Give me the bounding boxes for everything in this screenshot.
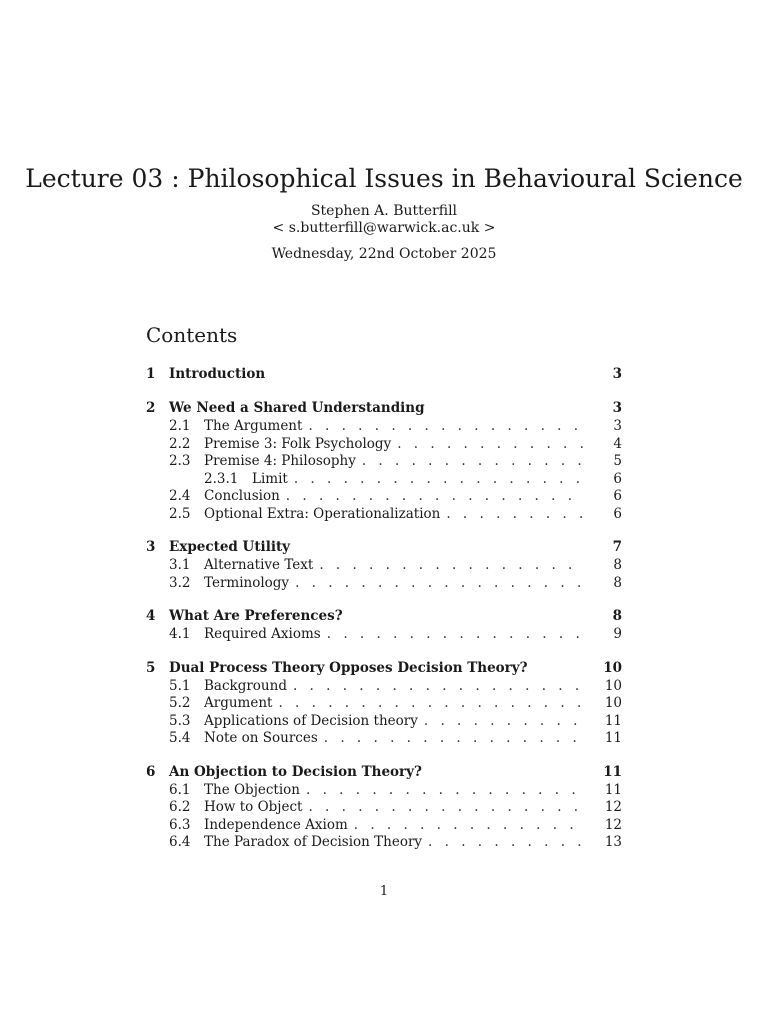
toc-subsection-entry[interactable]: [146, 575, 622, 593]
toc-entry-number: 3: [146, 539, 156, 555]
author-email[interactable]: < s.butterfill@warwick.ac.uk >: [272, 220, 496, 236]
toc-leader-dots: [308, 418, 584, 436]
title-block: [0, 163, 768, 263]
toc-entry-number: 5.3: [169, 712, 191, 729]
toc-entry-label: Dual Process Theory Opposes Decision Theory?: [169, 659, 528, 676]
toc-entry-label: Alternative Text: [204, 557, 314, 573]
toc-entry-number: 4.1: [169, 626, 191, 642]
toc-entry-label: Required Axioms: [204, 626, 321, 642]
contents-heading: Contents: [146, 323, 238, 347]
toc-entry-label: Optional Extra: Operationalization: [204, 505, 441, 522]
toc-entry-label: Terminology: [204, 574, 290, 591]
toc-entry-label: Conclusion: [204, 488, 280, 504]
toc-entry-number: 4: [146, 608, 156, 624]
toc-subsection-entry[interactable]: [146, 626, 622, 644]
toc-leader-dots: [397, 436, 584, 454]
toc-subsection-entry[interactable]: [146, 817, 622, 835]
toc-section: [146, 537, 622, 592]
toc-entry-page: 13: [604, 834, 622, 850]
toc-entry-number: 2.3.1: [204, 470, 239, 487]
toc-section: [146, 762, 622, 852]
toc-entry-number: 6.3: [169, 816, 191, 833]
toc-entry-number: 5.1: [169, 677, 191, 694]
toc-entry-label: Background: [204, 677, 287, 694]
toc-section: [146, 364, 622, 384]
toc-entry-label: The Paradox of Decision Theory: [204, 834, 423, 850]
toc-entry-page: 6: [613, 488, 622, 504]
toc-leader-dots: [306, 782, 584, 800]
toc-entry-page: 8: [613, 574, 622, 591]
toc-entry-label: How to Object: [204, 799, 303, 815]
page-number: 1: [379, 884, 389, 899]
toc-section: [146, 658, 622, 748]
toc-leader-dots: [293, 678, 584, 696]
toc-entry-page: 3: [612, 366, 622, 382]
toc-subsection-entry[interactable]: [146, 678, 622, 696]
toc-subsection-entry[interactable]: [146, 782, 622, 800]
toc-entry-page: 12: [604, 816, 622, 833]
toc-entry-page: 9: [613, 626, 622, 642]
toc-entry-label: The Argument: [204, 418, 303, 434]
toc-entry-page: 10: [603, 659, 622, 676]
toc-entry-label: Independence Axiom: [204, 816, 348, 833]
toc-entry-number: 2.2: [169, 435, 191, 452]
toc-leader-dots: [295, 575, 584, 593]
toc-section-entry[interactable]: [146, 658, 622, 678]
toc-entry-label: We Need a Shared Understanding: [169, 400, 425, 416]
toc-subsection-entry[interactable]: [146, 695, 622, 713]
toc-entry-page: 8: [613, 557, 622, 573]
toc-entry-page: 6: [613, 470, 622, 487]
toc-leader-dots: [286, 488, 584, 506]
toc-entry-number: 5: [146, 659, 156, 676]
toc-entry-page: 10: [604, 677, 622, 694]
toc-entry-label: What Are Preferences?: [169, 608, 343, 624]
toc-leader-dots: [278, 695, 584, 713]
toc-leader-dots: [327, 626, 584, 644]
toc-entry-number: 6.2: [169, 799, 191, 815]
toc-subsection-entry[interactable]: [146, 453, 622, 471]
author: Stephen A. Butterfill: [310, 203, 458, 219]
toc-leader-dots: [308, 799, 584, 817]
toc-entry-page: 8: [612, 608, 622, 624]
toc-subsection-entry[interactable]: [146, 834, 622, 852]
toc-entry-number: 3.1: [169, 557, 191, 573]
document-title: Lecture 03 : Philosophical Issues in Behavioural Science: [25, 164, 743, 193]
toc-section-entry[interactable]: [146, 606, 622, 626]
toc-entry-number: 6.1: [169, 781, 191, 798]
toc-leader-dots: [428, 834, 584, 852]
toc-entry-label: Argument: [204, 695, 273, 711]
toc-subsection-entry[interactable]: [146, 799, 622, 817]
toc-entry-label: Introduction: [169, 366, 266, 382]
toc-entry-number: 2.1: [169, 418, 191, 434]
toc-subsection-entry[interactable]: [146, 436, 622, 454]
toc-section-entry[interactable]: [146, 398, 622, 418]
toc-entry-label: The Objection: [204, 781, 300, 798]
toc-entry-label: Premise 4: Philosophy: [204, 453, 356, 469]
toc-subsection-entry[interactable]: [146, 488, 622, 506]
toc-entry-number: 2.5: [169, 505, 191, 522]
toc-entry-label: Premise 3: Folk Psychology: [204, 435, 392, 452]
toc-leader-dots: [319, 557, 584, 575]
toc-entry-page: 7: [612, 539, 622, 555]
toc-entry-number: 5.4: [169, 730, 191, 746]
toc-entry-page: 3: [612, 400, 622, 416]
toc-entry-number: 2: [146, 400, 156, 416]
toc-section: [146, 606, 622, 644]
toc-entry-page: 11: [603, 763, 622, 780]
toc-entry-number: 2.3: [169, 453, 191, 469]
toc-leader-dots: [362, 453, 584, 471]
toc-entry-label: Expected Utility: [169, 539, 291, 555]
toc-section-entry[interactable]: [146, 762, 622, 782]
toc-entry-label: An Objection to Decision Theory?: [169, 763, 422, 780]
document-date: Wednesday, 22nd October 2025: [271, 246, 497, 262]
toc-section-entry[interactable]: [146, 537, 622, 557]
toc-entry-number: 3.2: [169, 574, 191, 591]
toc-entry-page: 6: [613, 505, 622, 522]
toc-leader-dots: [424, 713, 584, 731]
toc-entry-page: 12: [604, 799, 622, 815]
toc-entry-page: 10: [604, 695, 622, 711]
toc-entry-label: Limit: [252, 470, 288, 487]
toc-entry-page: 11: [604, 781, 622, 798]
toc-entry-number: 1: [146, 366, 156, 382]
toc-entry-number: 6: [146, 763, 156, 780]
toc-entry-label: Applications of Decision theory: [204, 712, 418, 729]
toc-subsection-entry[interactable]: [146, 713, 622, 731]
toc-leader-dots: [446, 506, 584, 524]
toc-subsection-entry[interactable]: [146, 506, 622, 524]
table-of-contents: [146, 364, 622, 866]
toc-entry-page: 4: [613, 435, 622, 452]
toc-subsection-entry[interactable]: [146, 471, 622, 489]
toc-entry-page: 3: [613, 418, 622, 434]
toc-leader-dots: [294, 471, 584, 489]
toc-entry-page: 11: [604, 730, 622, 746]
toc-subsection-entry[interactable]: [146, 418, 622, 436]
toc-subsection-entry[interactable]: [146, 557, 622, 575]
toc-entry-number: 5.2: [169, 695, 191, 711]
toc-entry-number: 2.4: [169, 488, 191, 504]
toc-leader-dots: [354, 817, 584, 835]
toc-leader-dots: [324, 730, 584, 748]
toc-entry-page: 11: [604, 712, 622, 729]
toc-entry-page: 5: [613, 453, 622, 469]
toc-section-entry[interactable]: [146, 364, 622, 384]
toc-subsection-entry[interactable]: [146, 730, 622, 748]
toc-entry-number: 6.4: [169, 834, 191, 850]
toc-section: [146, 398, 622, 523]
toc-entry-label: Note on Sources: [204, 730, 318, 746]
